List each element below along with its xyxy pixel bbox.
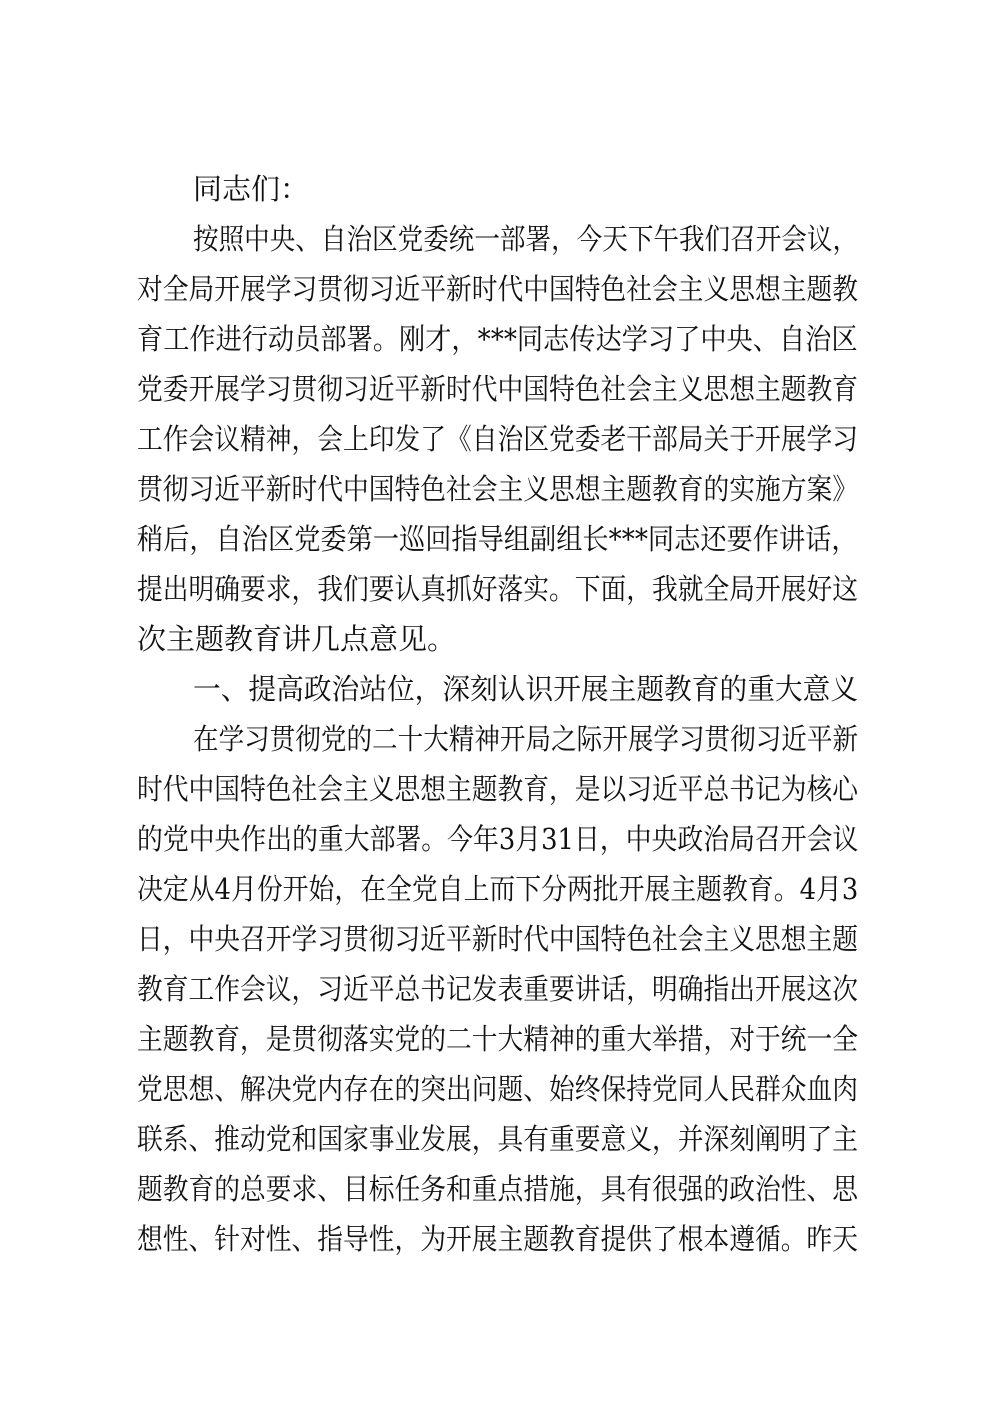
body-line: 时代中国特色社会主义思想主题教育，是以习近平总书记为核心 <box>137 772 858 806</box>
body-line: 决定从4月份开始，在全党自上而下分两批开展主题教育。4月3 <box>137 872 859 906</box>
body-line: 稍后，自治区党委第一巡回指导组副组长***同志还要作讲话， <box>137 522 858 556</box>
body-line: 贯彻习近平新时代中国特色社会主义思想主题教育的实施方案》 <box>137 472 858 506</box>
body-line: 党委开展学习贯彻习近平新时代中国特色社会主义思想主题教育 <box>137 372 858 406</box>
body-line: 联系、推动党和国家事业发展，具有重要意义，并深刻阐明了主 <box>137 1122 858 1156</box>
salutation: 同志们： <box>193 172 310 206</box>
body-line: 党思想、解决党内存在的突出问题、始终保持党同人民群众血肉 <box>137 1072 858 1106</box>
body-line: 教育工作会议，习近平总书记发表重要讲话，明确指出开展这次 <box>137 972 858 1006</box>
body-line: 提出明确要求，我们要认真抓好落实。下面，我就全局开展好这 <box>137 572 858 606</box>
body-line: 按照中央、自治区党委统一部署，今天下午我们召开会议， <box>193 222 859 256</box>
section-heading: 一、提高政治站位，深刻认识开展主题教育的重大意义 <box>193 672 859 706</box>
body-line: 主题教育，是贯彻落实党的二十大精神的重大举措，对于统一全 <box>137 1022 858 1056</box>
body-line: 对全局开展学习贯彻习近平新时代中国特色社会主义思想主题教 <box>137 272 858 306</box>
body-line: 的党中央作出的重大部署。今年3月31日，中央政治局召开会议 <box>137 822 859 856</box>
body-line: 题教育的总要求、目标任务和重点措施，具有很强的政治性、思 <box>137 1172 858 1206</box>
body-line: 次主题教育讲几点意见。 <box>137 622 457 656</box>
body-line: 想性、针对性、指导性，为开展主题教育提供了根本遵循。昨天 <box>137 1222 858 1256</box>
body-line: 工作会议精神，会上印发了《自治区党委老干部局关于开展学习 <box>137 422 858 456</box>
body-line: 在学习贯彻党的二十大精神开局之际开展学习贯彻习近平新 <box>193 722 859 756</box>
body-line: 育工作进行动员部署。刚才，***同志传达学习了中央、自治区 <box>137 322 858 356</box>
body-line: 日，中央召开学习贯彻习近平新时代中国特色社会主义思想主题 <box>137 922 858 956</box>
